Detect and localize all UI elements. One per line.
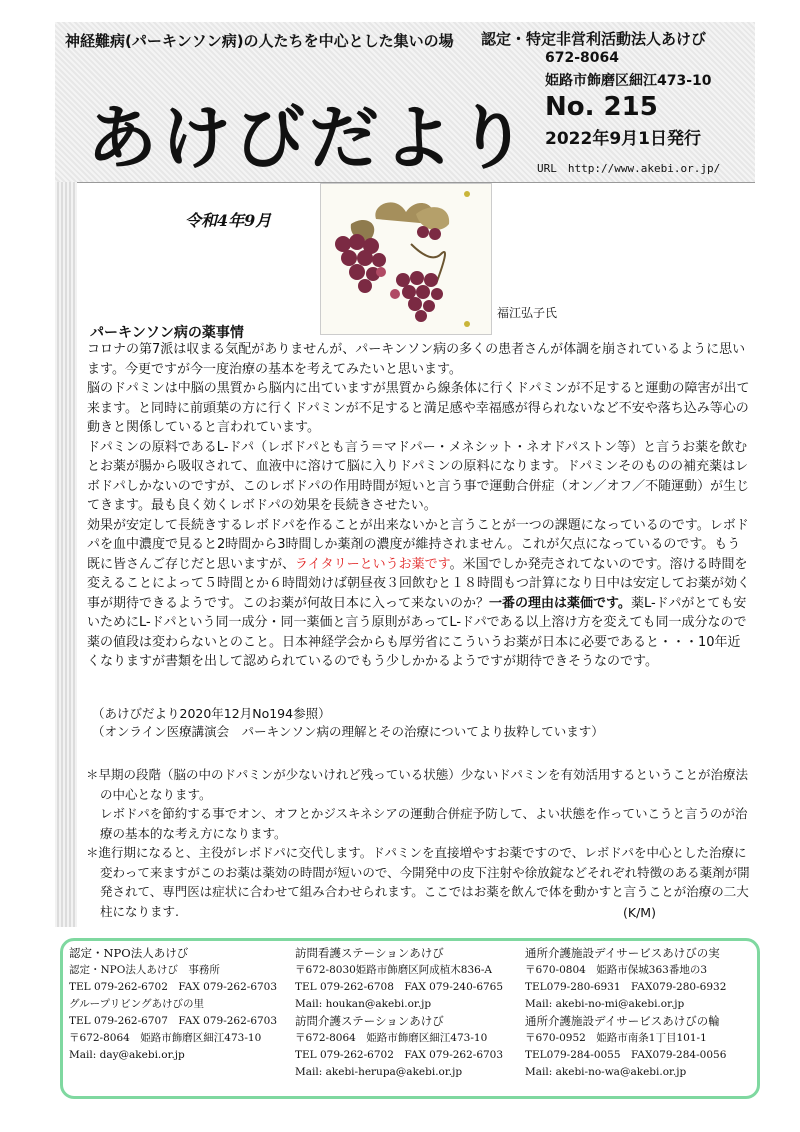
reference-2: （オンライン医療講演会 パーキンソン病の理解とその治療についてより抜粋しています）	[92, 724, 604, 739]
decorative-side-bar	[55, 182, 77, 927]
paragraph-3: ドパミンの原料であるL-ドパ（レボドパとも言う＝マドパー・メネシット・ネオドパストン等）と言うお薬を飲むとお薬が腸から吸収されて、血液中に溶けて脳に入りドパミンの原料になります。ドパミンそのものの補充薬はレボドパしかないのですが、このレボドパの作用時間が短いと言う事で運動合併症（オン／オフ／不随運動）が生じてきます。最も良く効くレボドパの効果を長続きさせたい。	[87, 439, 750, 513]
dayservice-mi-address: 〒670-0804 姫路市保城363番地の3	[525, 964, 708, 976]
nursing-station-phone: TEL 079-262-6708 FAX 079-240-6765	[295, 981, 504, 993]
contact-footer	[60, 938, 760, 1099]
address: 姫路市飾磨区細江473-10	[545, 73, 712, 89]
references	[92, 705, 604, 741]
bullet-advanced-stage: ＊進行期になると、主役がレボドパに交代します。ドパミンを直接増やすお薬ですので、レボドパを中心とした治療に変わって来ますがこのお薬は薬効の時間が短いので、今開発中の皮下注射や徐放錠などそれぞれ特徴のある薬剤が開発されて、専門医は症状に合わせて組み合わせられます。ここではお薬を飲んで体を動かすと言うことが治療の二大柱になります.	[86, 845, 750, 919]
paragraph-4-text-a: 効果が安定して長続きするレボドパを作ることが出来ないかと言うことが一つの課題になっているのです。レボドパを血中濃度で見ると2時間から3時間しか薬剤の濃度が維持されません。これが欠点になっているのです。もう既に皆さんご存じだと思いますが、	[87, 517, 749, 572]
photo-credit: 福江弘子氏	[497, 306, 558, 320]
care-station-email: Mail: akebi-herupa@akebi.or.jp	[295, 1066, 463, 1078]
dayservice-mi-phone: TEL079-280-6931 FAX079-280-6932	[525, 981, 727, 993]
masthead	[55, 22, 755, 183]
paragraph-2: 脳のドパミンは中脳の黒質から脳内に出ていますが黒質から線条体に行くドパミンが不足すると運動の障害が出て来ます。と同時に前頭葉の方に行くドパミンが不足すると満足感や幸福感が得られないなど不安や落ち込み等心の動きと関係していると言われています。	[87, 381, 750, 435]
footer-column-akebi	[69, 945, 277, 1064]
article-heading: パーキンソン病の薬事情	[90, 325, 244, 341]
grape-artwork-image	[320, 183, 492, 335]
issue-number: No. 215	[545, 92, 658, 122]
office-phone: TEL 079-262-6702 FAX 079-262-6703	[69, 981, 278, 993]
dayservice-wa-phone: TEL079-284-0055 FAX079-284-0056	[525, 1049, 727, 1061]
paragraph-4-text-b: 。米国でしか発売されてないのです。溶ける時間を変えることによって５時間とか６時間効けば朝昼夜３回飲むと１８時間もつ計算になり日中は安定してお薬が効く事が期待できるようです。このお薬が何故日本に入って来ないのか？	[87, 556, 751, 611]
bullet-early-stage-detail: レボドパを節約する事でオン、オフとかジスキネシアの運動合併症予防して、よい状態を作っていこうと言うのが治療の基本的な考え方になります。	[100, 806, 748, 841]
group-living-name: グループリビングあけびの里	[69, 998, 205, 1010]
month-label: 令和4年9月	[185, 211, 272, 230]
website-url: URL http://www.akebi.or.jp/	[537, 162, 721, 175]
postal-code: 672-8064	[545, 50, 619, 66]
office-email: Mail: day@akebi.or.jp	[69, 1049, 185, 1061]
grape-artwork-illustration	[321, 184, 491, 334]
organization-name: 認定・特定非営利活動法人あけび	[481, 30, 707, 48]
office-name: 認定・NPO法人あけび 事務所	[69, 964, 220, 976]
bold-reason: 一番の理由は薬価です。	[488, 595, 631, 611]
nursing-station-email: Mail: houkan@akebi.or.jp	[295, 998, 432, 1010]
care-station-phone: TEL 079-262-6702 FAX 079-262-6703	[295, 1049, 504, 1061]
dayservice-wa-name: 通所介護施設デイサービスあけびの輪	[525, 1014, 720, 1028]
office-address: 〒672-8064 姫路市飾磨区細江473-10	[69, 1032, 262, 1044]
dayservice-wa-address: 〒670-0952 姫路市南条1丁目101-1	[525, 1032, 707, 1044]
footer-title: 認定・NPO法人あけび	[69, 946, 189, 960]
paragraph-1: コロナの第7派は収まる気配がありませんが、パーキンソン病の多くの患者さんが体調を崩されているように思います。今更ですが今一度治療の基本を考えてみたいと思います。	[87, 342, 746, 377]
highlighted-drug-name: ライタリーというお薬です	[295, 556, 450, 572]
tagline: 神経難病(パーキンソン病)の人たちを中心とした集いの場	[65, 32, 454, 50]
footer-column-dayservice	[525, 945, 726, 1081]
paragraph-4	[87, 516, 751, 672]
bullet-early-stage: ＊早期の段階（脳の中のドパミンが少ないけれど残っている状態）少ないドパミンを有効活用するということが治療法の中心となります。	[86, 767, 749, 802]
footer-column-visiting	[295, 945, 503, 1081]
group-living-phone: TEL 079-262-6707 FAX 079-262-6703	[69, 1015, 278, 1027]
dayservice-wa-email: Mail: akebi-no-wa@akebi.or.jp	[525, 1066, 687, 1078]
issue-date: 2022年9月1日発行	[545, 129, 701, 149]
dayservice-mi-name: 通所介護施設デイサービスあけびの実	[525, 946, 720, 960]
reference-1: （あけびだより2020年12月No194参照）	[92, 706, 331, 721]
care-station-name: 訪問介護ステーションあけび	[295, 1014, 444, 1028]
nursing-station-name: 訪問看護ステーションあけび	[295, 946, 444, 960]
dayservice-mi-email: Mail: akebi-no-mi@akebi.or.jp	[525, 998, 685, 1010]
article-body	[87, 340, 751, 672]
newsletter-title: あけびだより	[87, 96, 531, 179]
paragraph-4-text-c: 薬L-ドパがとても安いためにL-ドパという同一成分・同一薬価と言う原則があってL-ドパである以上溶け方を変えても同一成分なので薬の値段は変わらないとのこと。日本神経学会からも厚労省にこういうお薬が日本に必要であると・・・10年近くなりますが書類を出して認められているのでもう少しかかるようですが期待できそうなのです。	[87, 595, 747, 669]
author-signature: (K/M)	[623, 905, 656, 920]
nursing-station-address: 〒672-8030姫路市飾磨区阿成植木836-A	[295, 964, 492, 976]
care-station-address: 〒672-8064 姫路市飾磨区細江473-10	[295, 1032, 488, 1044]
bullet-notes	[86, 765, 752, 921]
